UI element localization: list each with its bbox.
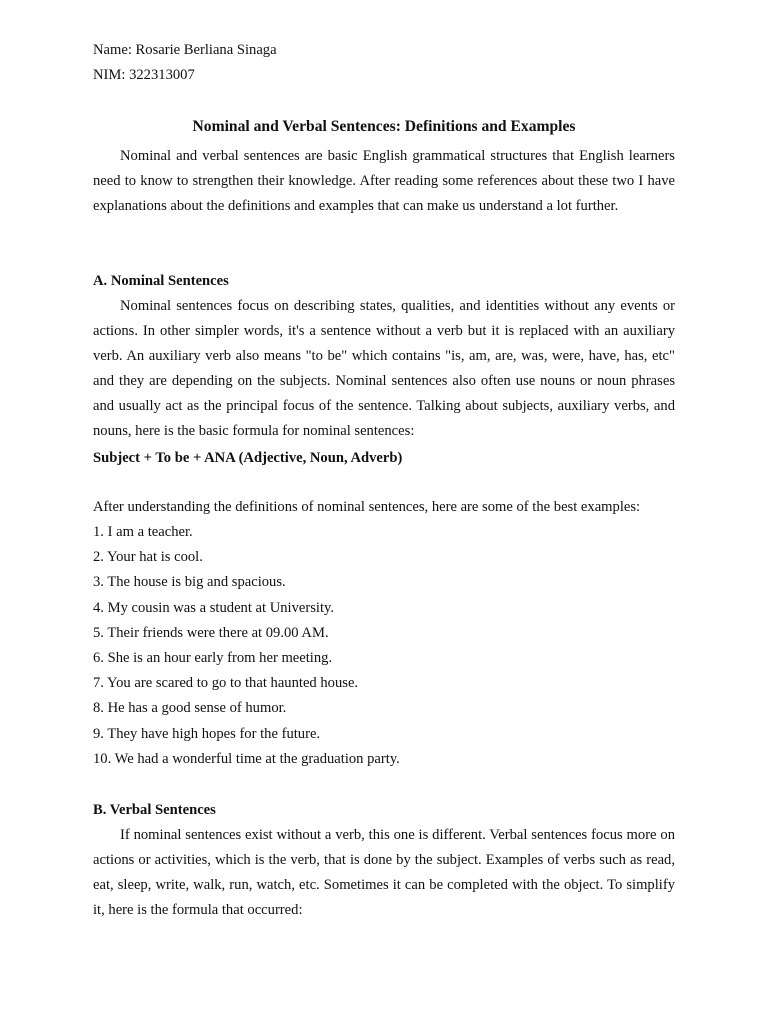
list-item: 4. My cousin was a student at University. (93, 599, 335, 616)
section-b-paragraph: If nominal sentences exist without a verb, this one is different. Verbal sentences focus more on actions or activities, which is the verb, that is done by the subject. Examples of verbs such as read, eat, sleep, write, walk, run, watch, etc. Sometimes it can be completed with the object. To simplify it, here is the formula that occurred: (93, 827, 675, 919)
list-item: 6. She is an hour early from her meeting. (93, 650, 333, 667)
list-item: 2. Your hat is cool. (93, 549, 203, 566)
nominal-formula: Subject + To be + ANA (Adjective, Noun, Adverb) (93, 450, 403, 466)
intro-paragraph: Nominal and verbal sentences are basic English grammatical structures that English learners need to know to strengthen their knowledge. After reading some references about these two I have explanations about the definitions and examples that can make us understand a lot further. (93, 148, 675, 215)
list-item: 3. The house is big and spacious. (93, 574, 286, 591)
student-id: NIM: 322313007 (93, 67, 195, 83)
list-item: 8. He has a good sense of humor. (93, 700, 287, 717)
section-a-paragraph: Nominal sentences focus on describing states, qualities, and identities without any events or actions. In other simpler words, it's a sentence without a verb but it is replaced with an auxiliary verb. An auxiliary verb also means "to be" which contains "is, am, are, was, were, have, has, etc" and they are depending on the subjects. Nominal sentences also often use nouns or noun phrases and usually act as the principal focus of the sentence. Talking about subjects, auxiliary verbs, and nouns, here is the basic formula for nominal sentences: (93, 298, 675, 440)
section-a-heading: A. Nominal Sentences (93, 273, 229, 289)
list-item: 10. We had a wonderful time at the graduation party. (93, 750, 400, 767)
examples-list (93, 520, 400, 772)
section-b-heading: B. Verbal Sentences (93, 802, 216, 818)
document-title: Nominal and Verbal Sentences: Definitions and Examples (192, 118, 576, 135)
list-item: 9. They have high hopes for the future. (93, 725, 321, 742)
author-name: Name: Rosarie Berliana Sinaga (93, 42, 277, 58)
list-item: 1. I am a teacher. (93, 524, 193, 540)
list-item: 7. You are scared to go to that haunted house. (93, 675, 359, 692)
list-item: 5. Their friends were there at 09.00 AM. (93, 624, 329, 641)
examples-intro: After understanding the definitions of nominal sentences, here are some of the best examples: (93, 499, 641, 515)
